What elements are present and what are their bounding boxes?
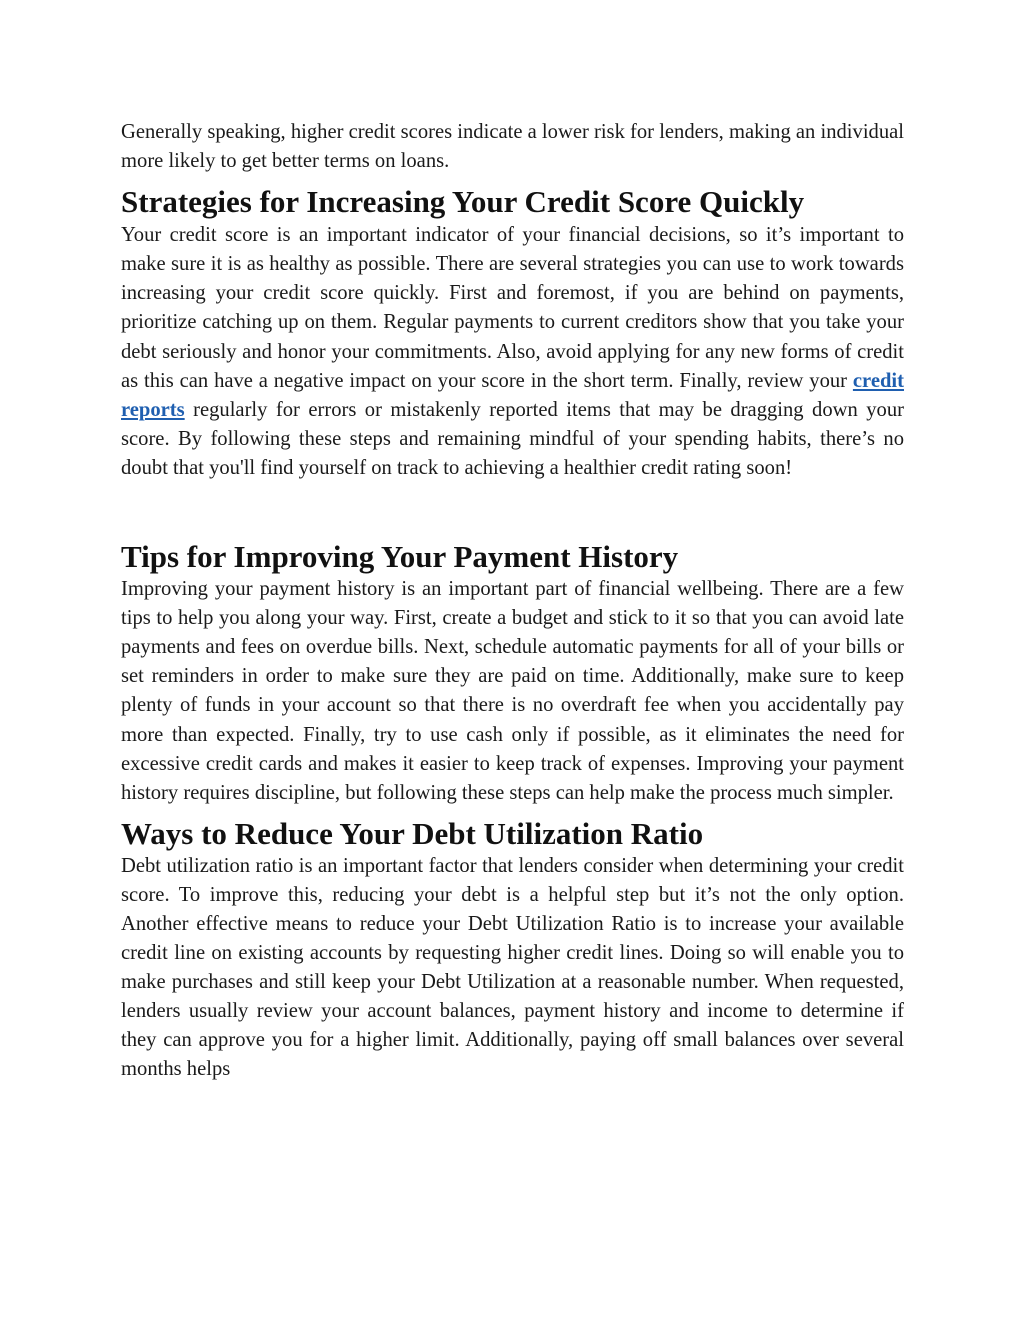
paragraph-strategies <box>121 221 904 483</box>
intro-paragraph: Generally speaking, higher credit scores indicate a lower risk for lenders, making an individual more likely to get better terms on loans. <box>121 121 904 173</box>
paragraph-strategies-text-2: regularly for errors or mistakenly reported items that may be dragging down your score. By following these steps and remaining mindful of your spending habits, there’s no doubt that you'll find yourself on track to achieving a healthier credit rating soon! <box>121 398 904 479</box>
heading-payment-history: Tips for Improving Your Payment History <box>121 539 679 575</box>
paragraph-payment-history: Improving your payment history is an important part of financial wellbeing. There are a few tips to help you along your way. First, create a budget and stick to it so that you can avoid late payments and fees on overdue bills. Next, schedule automatic payments for all of your bills or set reminders in order to make sure they are paid on time. Additionally, make sure to keep plenty of funds in your account so that there is no overdraft fee when you accidentally pay more than expected. Finally, try to use cash only if possible, as it eliminates the need for excessive credit cards and makes it easier to keep track of expenses. Improving your payment history requires discipline, but following these steps can help make the process much simpler. <box>121 578 904 804</box>
paragraph-debt-utilization: Debt utilization ratio is an important factor that lenders consider when determining your credit score. To improve this, reducing your debt is a helpful step but it’s not the only option. Another effective means to reduce your Debt Utilization Ratio is to increase your available credit line on existing accounts by requesting higher credit lines. Doing so will enable you to make purchases and still keep your Debt Utilization at a reasonable number. When requested, lenders usually review your account balances, payment history and income to determine if they can approve you for a higher limit. Additionally, paying off small balances over several months helps <box>121 854 904 1081</box>
heading-strategies: Strategies for Increasing Your Credit Score Quickly <box>121 184 805 220</box>
paragraph-strategies-text-1: Your credit score is an important indicator of your financial decisions, so it’s important to make sure it is as healthy as possible. There are several strategies you can use to work towards increasing your credit score quickly. First and foremost, if you are behind on payments, prioritize catching up on them. Regular payments to current creditors show that you take your debt seriously and honor your commitments. Also, avoid applying for any new forms of credit as this can have a negative impact on your score in the short term. Finally, review your <box>121 224 904 392</box>
document-page <box>121 118 904 1085</box>
heading-debt-utilization: Ways to Reduce Your Debt Utilization Ratio <box>121 815 704 851</box>
credit-reports-link[interactable]: credit reports <box>121 369 904 421</box>
